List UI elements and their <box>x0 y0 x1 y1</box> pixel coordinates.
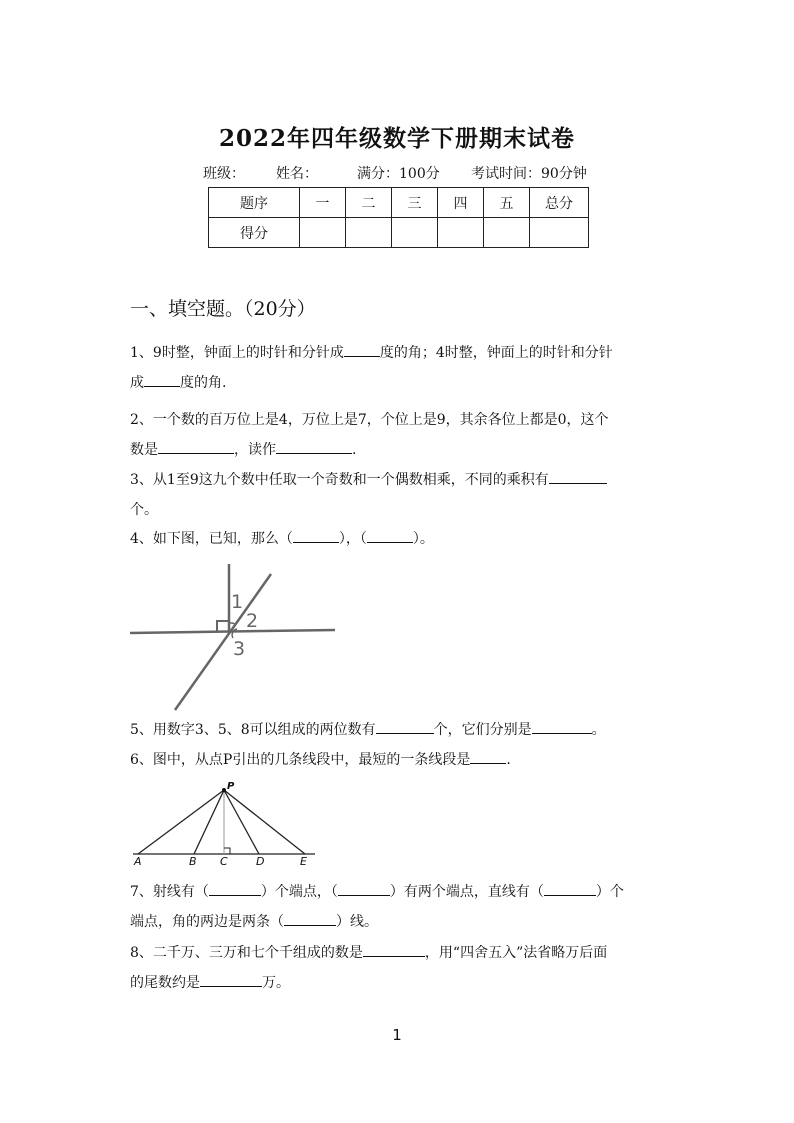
section-heading: 一、填空题。（20分） <box>130 298 316 320</box>
full-score: 满分：100分 <box>357 166 440 182</box>
segment-pe <box>224 790 305 854</box>
question-6: 6、图中，从点P引出的几条线段中，最短的一条线段是 . <box>130 745 670 775</box>
right-angle-mark <box>224 848 230 854</box>
answer-blank[interactable] <box>532 717 592 734</box>
slanted-line <box>175 574 271 710</box>
angle-figure <box>125 560 345 715</box>
header-cell: 一 <box>300 188 346 218</box>
answer-blank[interactable] <box>367 526 413 543</box>
angle-label-3: 3 <box>233 638 246 660</box>
answer-blank[interactable] <box>144 370 180 387</box>
score-cell[interactable] <box>392 218 438 248</box>
score-cell[interactable] <box>438 218 484 248</box>
point-label-e: E <box>300 855 307 868</box>
exam-time: 考试时间：90分钟 <box>471 166 587 182</box>
answer-blank[interactable] <box>544 879 596 896</box>
point-p <box>222 788 226 792</box>
exam-title: 2022年四年级数学下册期末试卷 <box>218 125 575 152</box>
score-cell[interactable] <box>300 218 346 248</box>
answer-blank[interactable] <box>344 340 380 357</box>
question-7: 7、射线有（ ）个端点，（ ）有两个端点，直线有（ ）个 端点，角的两边是两条（ ）线。 <box>130 877 670 937</box>
angle-label-2: 2 <box>246 610 259 632</box>
point-label-p: P <box>227 781 235 792</box>
answer-blank[interactable] <box>276 437 352 454</box>
header-cell: 四 <box>438 188 484 218</box>
answer-blank[interactable] <box>470 747 506 764</box>
question-2: 2、一个数的百万位上是4，万位上是7，个位上是9，其余各位上都是0，这个 数是 ，读作 . <box>130 412 609 458</box>
answer-blank[interactable] <box>376 717 434 734</box>
angle-label-1: 1 <box>231 591 244 613</box>
segment-pd <box>224 790 259 854</box>
score-cell[interactable] <box>530 218 589 248</box>
score-table-header-row <box>209 188 589 218</box>
segment-pb <box>194 790 224 854</box>
name-label: 姓名： <box>276 166 318 182</box>
question-4: 4、如下图，已知，那么（ ），（ ）。 <box>130 524 670 554</box>
score-table-score-row <box>209 218 589 248</box>
header-cell: 三 <box>392 188 438 218</box>
segment-pa <box>138 790 224 854</box>
point-label-a: A <box>134 855 142 868</box>
point-label-b: B <box>189 855 197 868</box>
point-label-c: C <box>220 855 228 868</box>
header-cell: 二 <box>346 188 392 218</box>
answer-blank[interactable] <box>549 467 607 484</box>
point-label-d: D <box>256 855 265 868</box>
answer-blank[interactable] <box>363 940 425 957</box>
question-3: 3、从1至9这九个数中任取一个奇数和一个偶数相乘，不同的乘积有 个。 <box>130 465 670 525</box>
header-cell: 总分 <box>530 188 589 218</box>
answer-blank[interactable] <box>158 437 234 454</box>
score-table <box>208 187 589 248</box>
header-cell: 五 <box>484 188 530 218</box>
answer-blank[interactable] <box>293 526 339 543</box>
row-label: 得分 <box>209 218 300 248</box>
answer-blank[interactable] <box>209 879 261 896</box>
answer-blank[interactable] <box>284 909 336 926</box>
question-5: 5、用数字3、5、8可以组成的两位数有 个，它们分别是 。 <box>130 715 670 745</box>
segment-figure <box>125 780 325 868</box>
score-cell[interactable] <box>484 218 530 248</box>
class-label: 班级： <box>203 166 245 182</box>
answer-blank[interactable] <box>338 879 390 896</box>
page-number: 1 <box>392 1026 402 1044</box>
score-cell[interactable] <box>346 218 392 248</box>
header-cell: 题序 <box>209 188 300 218</box>
question-8: 8、二千万、三万和七个千组成的数是 ，用“四舍五入”法省略万后面 的尾数约是 万。 <box>130 938 670 998</box>
question-1: 1、9时整，钟面上的时针和分针成 度的角；4时整，钟面上的时针和分针 成 度的角. <box>130 338 670 398</box>
answer-blank[interactable] <box>200 970 262 987</box>
